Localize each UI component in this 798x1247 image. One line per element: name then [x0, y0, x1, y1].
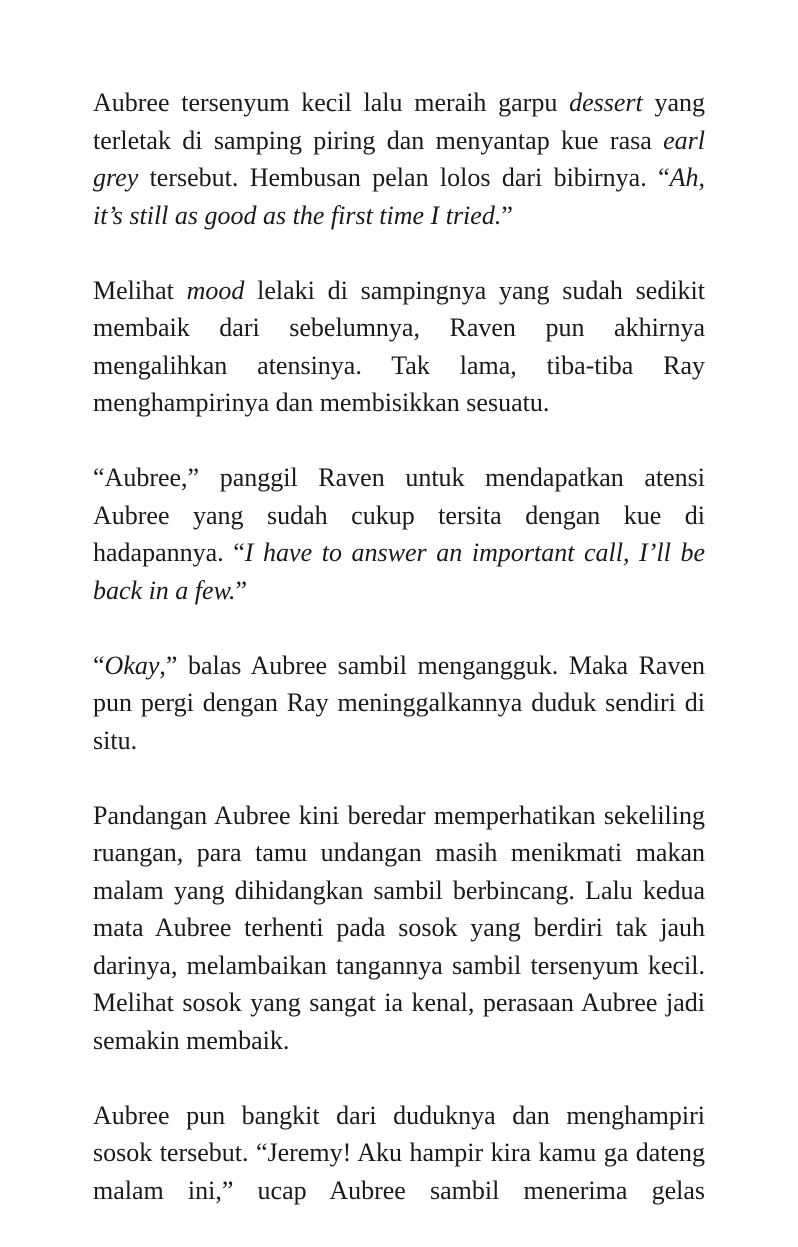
text-segment: situ. — [93, 725, 138, 755]
text-segment: ” — [235, 575, 248, 605]
text-segment: menghampirinya dan membisikkan sesuatu. — [93, 388, 550, 417]
paragraph — [93, 272, 705, 422]
text-line — [93, 497, 705, 535]
italic-text: grey — [93, 163, 139, 192]
text-segment: ” — [501, 200, 513, 230]
text-line — [93, 909, 705, 947]
text-line — [93, 459, 705, 497]
text-line — [93, 159, 705, 197]
text-segment: Aubree tersenyum kecil lalu meraih garpu — [93, 88, 570, 117]
document-page — [93, 84, 705, 1247]
text-segment: ,” balas Aubree sambil mengangguk. Maka Raven — [159, 650, 705, 680]
paragraph — [93, 459, 705, 609]
text-segment: malam ini,” ucap Aubree sambil menerima gelas — [93, 1175, 705, 1205]
text-line — [93, 347, 705, 385]
text-line — [93, 309, 705, 347]
text-line — [93, 722, 705, 760]
paragraph — [93, 84, 705, 234]
text-segment: Aubree yang sudah cukup tersita dengan kue di — [93, 500, 705, 530]
italic-text: it’s still as good as the first time I tried. — [93, 200, 502, 230]
text-segment: “ — [93, 650, 105, 680]
text-line — [93, 1134, 705, 1172]
text-line — [93, 534, 705, 572]
text-line — [93, 384, 705, 422]
text-line — [93, 872, 705, 910]
text-segment: Aubree pun bangkit dari duduknya dan menghampiri — [93, 1100, 705, 1130]
text-line — [93, 1022, 705, 1060]
italic-text: back in a few. — [93, 575, 236, 605]
italic-text: mood — [186, 275, 245, 305]
text-line — [93, 197, 705, 235]
text-line — [93, 1172, 705, 1210]
italic-text: Ah, — [669, 163, 705, 192]
text-line — [93, 947, 705, 985]
italic-text: I have to answer an important call, I’ll be — [244, 538, 705, 567]
text-line — [93, 684, 705, 722]
text-line — [93, 647, 705, 685]
text-segment: mengalihkan atensinya. Tak lama, tiba-tiba Ray — [93, 350, 705, 380]
text-line — [93, 84, 705, 122]
text-segment: Pandangan Aubree kini beredar memperhatikan sekeliling — [93, 800, 705, 830]
text-segment: hadapannya. “ — [93, 538, 245, 567]
text-segment: membaik dari sebelumnya, Raven pun akhirnya — [93, 313, 705, 342]
text-segment: lelaki di sampingnya yang sudah sedikit — [244, 275, 705, 305]
text-segment: terletak di samping piring dan menyantap kue rasa — [93, 125, 664, 155]
text-segment: mata Aubree terhenti pada sosok yang berdiri tak jauh — [93, 913, 705, 942]
text-segment: tersebut. Hembusan pelan lolos dari bibirnya. “ — [138, 163, 670, 192]
text-segment: darinya, melambaikan tangannya sambil tersenyum kecil. — [93, 950, 705, 980]
text-segment: semakin membaik. — [93, 1025, 290, 1055]
text-segment: Melihat sosok yang sangat ia kenal, perasaan Aubree jadi — [93, 988, 705, 1017]
text-line — [93, 984, 705, 1022]
text-segment: ruangan, para tamu undangan masih menikmati makan — [93, 838, 705, 867]
text-line — [93, 272, 705, 310]
text-line — [93, 572, 705, 610]
paragraph — [93, 797, 705, 1060]
text-segment: malam yang dihidangkan sambil berbincang. Lalu kedua — [93, 875, 705, 905]
paragraph — [93, 1097, 705, 1210]
text-line — [93, 1097, 705, 1135]
italic-text: earl — [663, 125, 705, 155]
italic-text: dessert — [569, 88, 643, 117]
text-segment: yang — [642, 88, 705, 117]
text-line — [93, 797, 705, 835]
text-line — [93, 834, 705, 872]
paragraph — [93, 647, 705, 760]
text-line — [93, 122, 705, 160]
text-segment: “Aubree,” panggil Raven untuk mendapatkan atensi — [93, 463, 705, 492]
text-segment: sosok tersebut. “Jeremy! Aku hampir kira kamu ga dateng — [93, 1138, 705, 1167]
text-segment: Melihat — [93, 275, 187, 305]
italic-text: Okay — [104, 650, 160, 680]
text-segment: pun pergi dengan Ray meninggalkannya duduk sendiri di — [93, 688, 705, 717]
